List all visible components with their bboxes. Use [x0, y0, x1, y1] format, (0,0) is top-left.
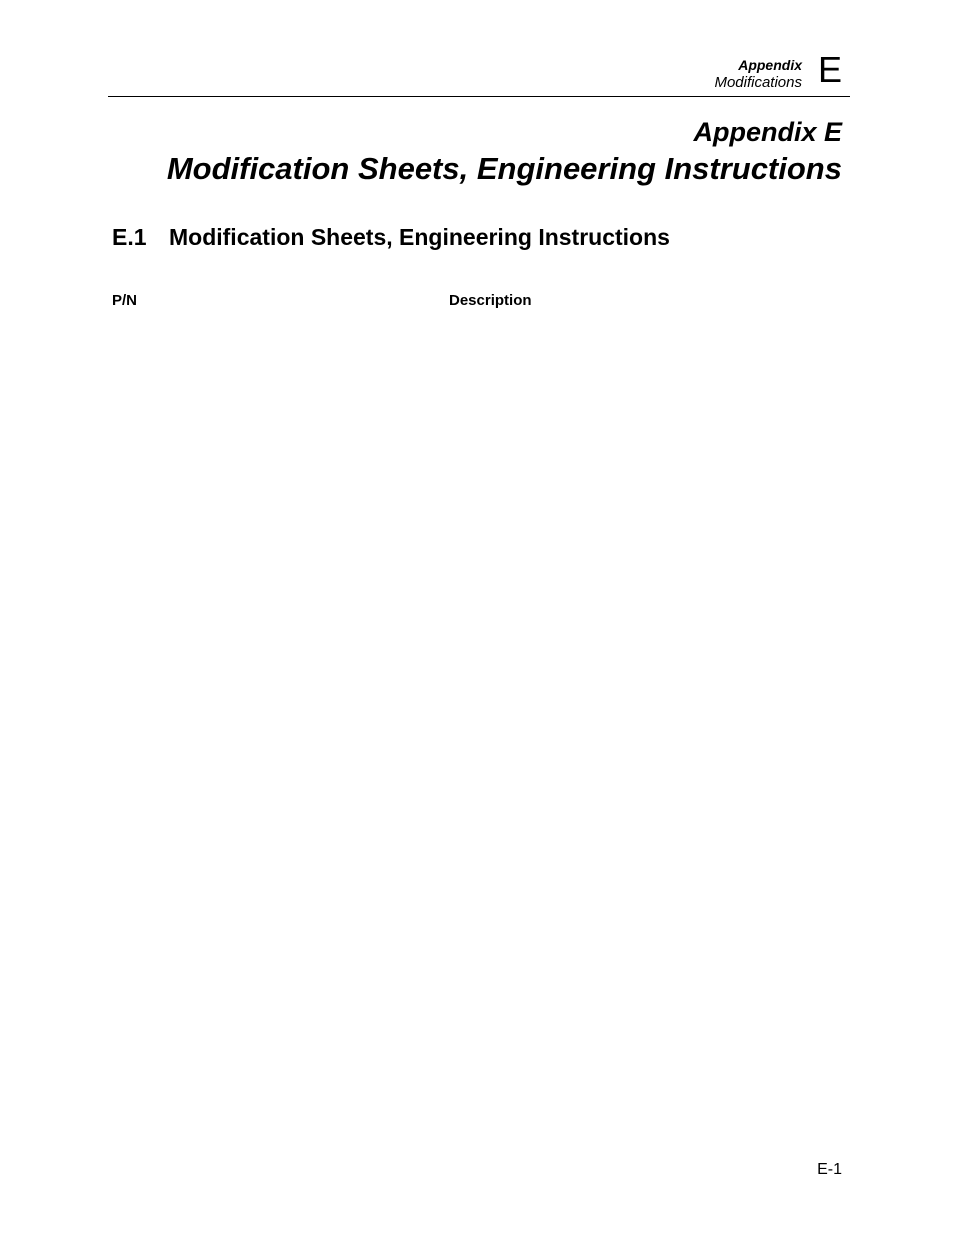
chapter-label: Appendix E	[693, 117, 842, 147]
header-section-label: Modifications	[714, 74, 802, 91]
chapter-title	[167, 113, 842, 187]
section-number: E.1	[112, 224, 147, 250]
section-heading	[112, 222, 670, 252]
section-title: Modification Sheets, Engineering Instructions	[169, 224, 670, 250]
running-header	[108, 49, 850, 97]
column-header-pn: P/N	[112, 292, 138, 309]
header-appendix-label: Appendix	[738, 57, 802, 73]
header-appendix-letter: E	[817, 49, 842, 90]
page-number: E-1	[817, 1161, 842, 1178]
chapter-name: Modification Sheets, Engineering Instructions	[166, 151, 842, 186]
column-header-description: Description	[449, 292, 532, 309]
header-text	[714, 56, 802, 92]
